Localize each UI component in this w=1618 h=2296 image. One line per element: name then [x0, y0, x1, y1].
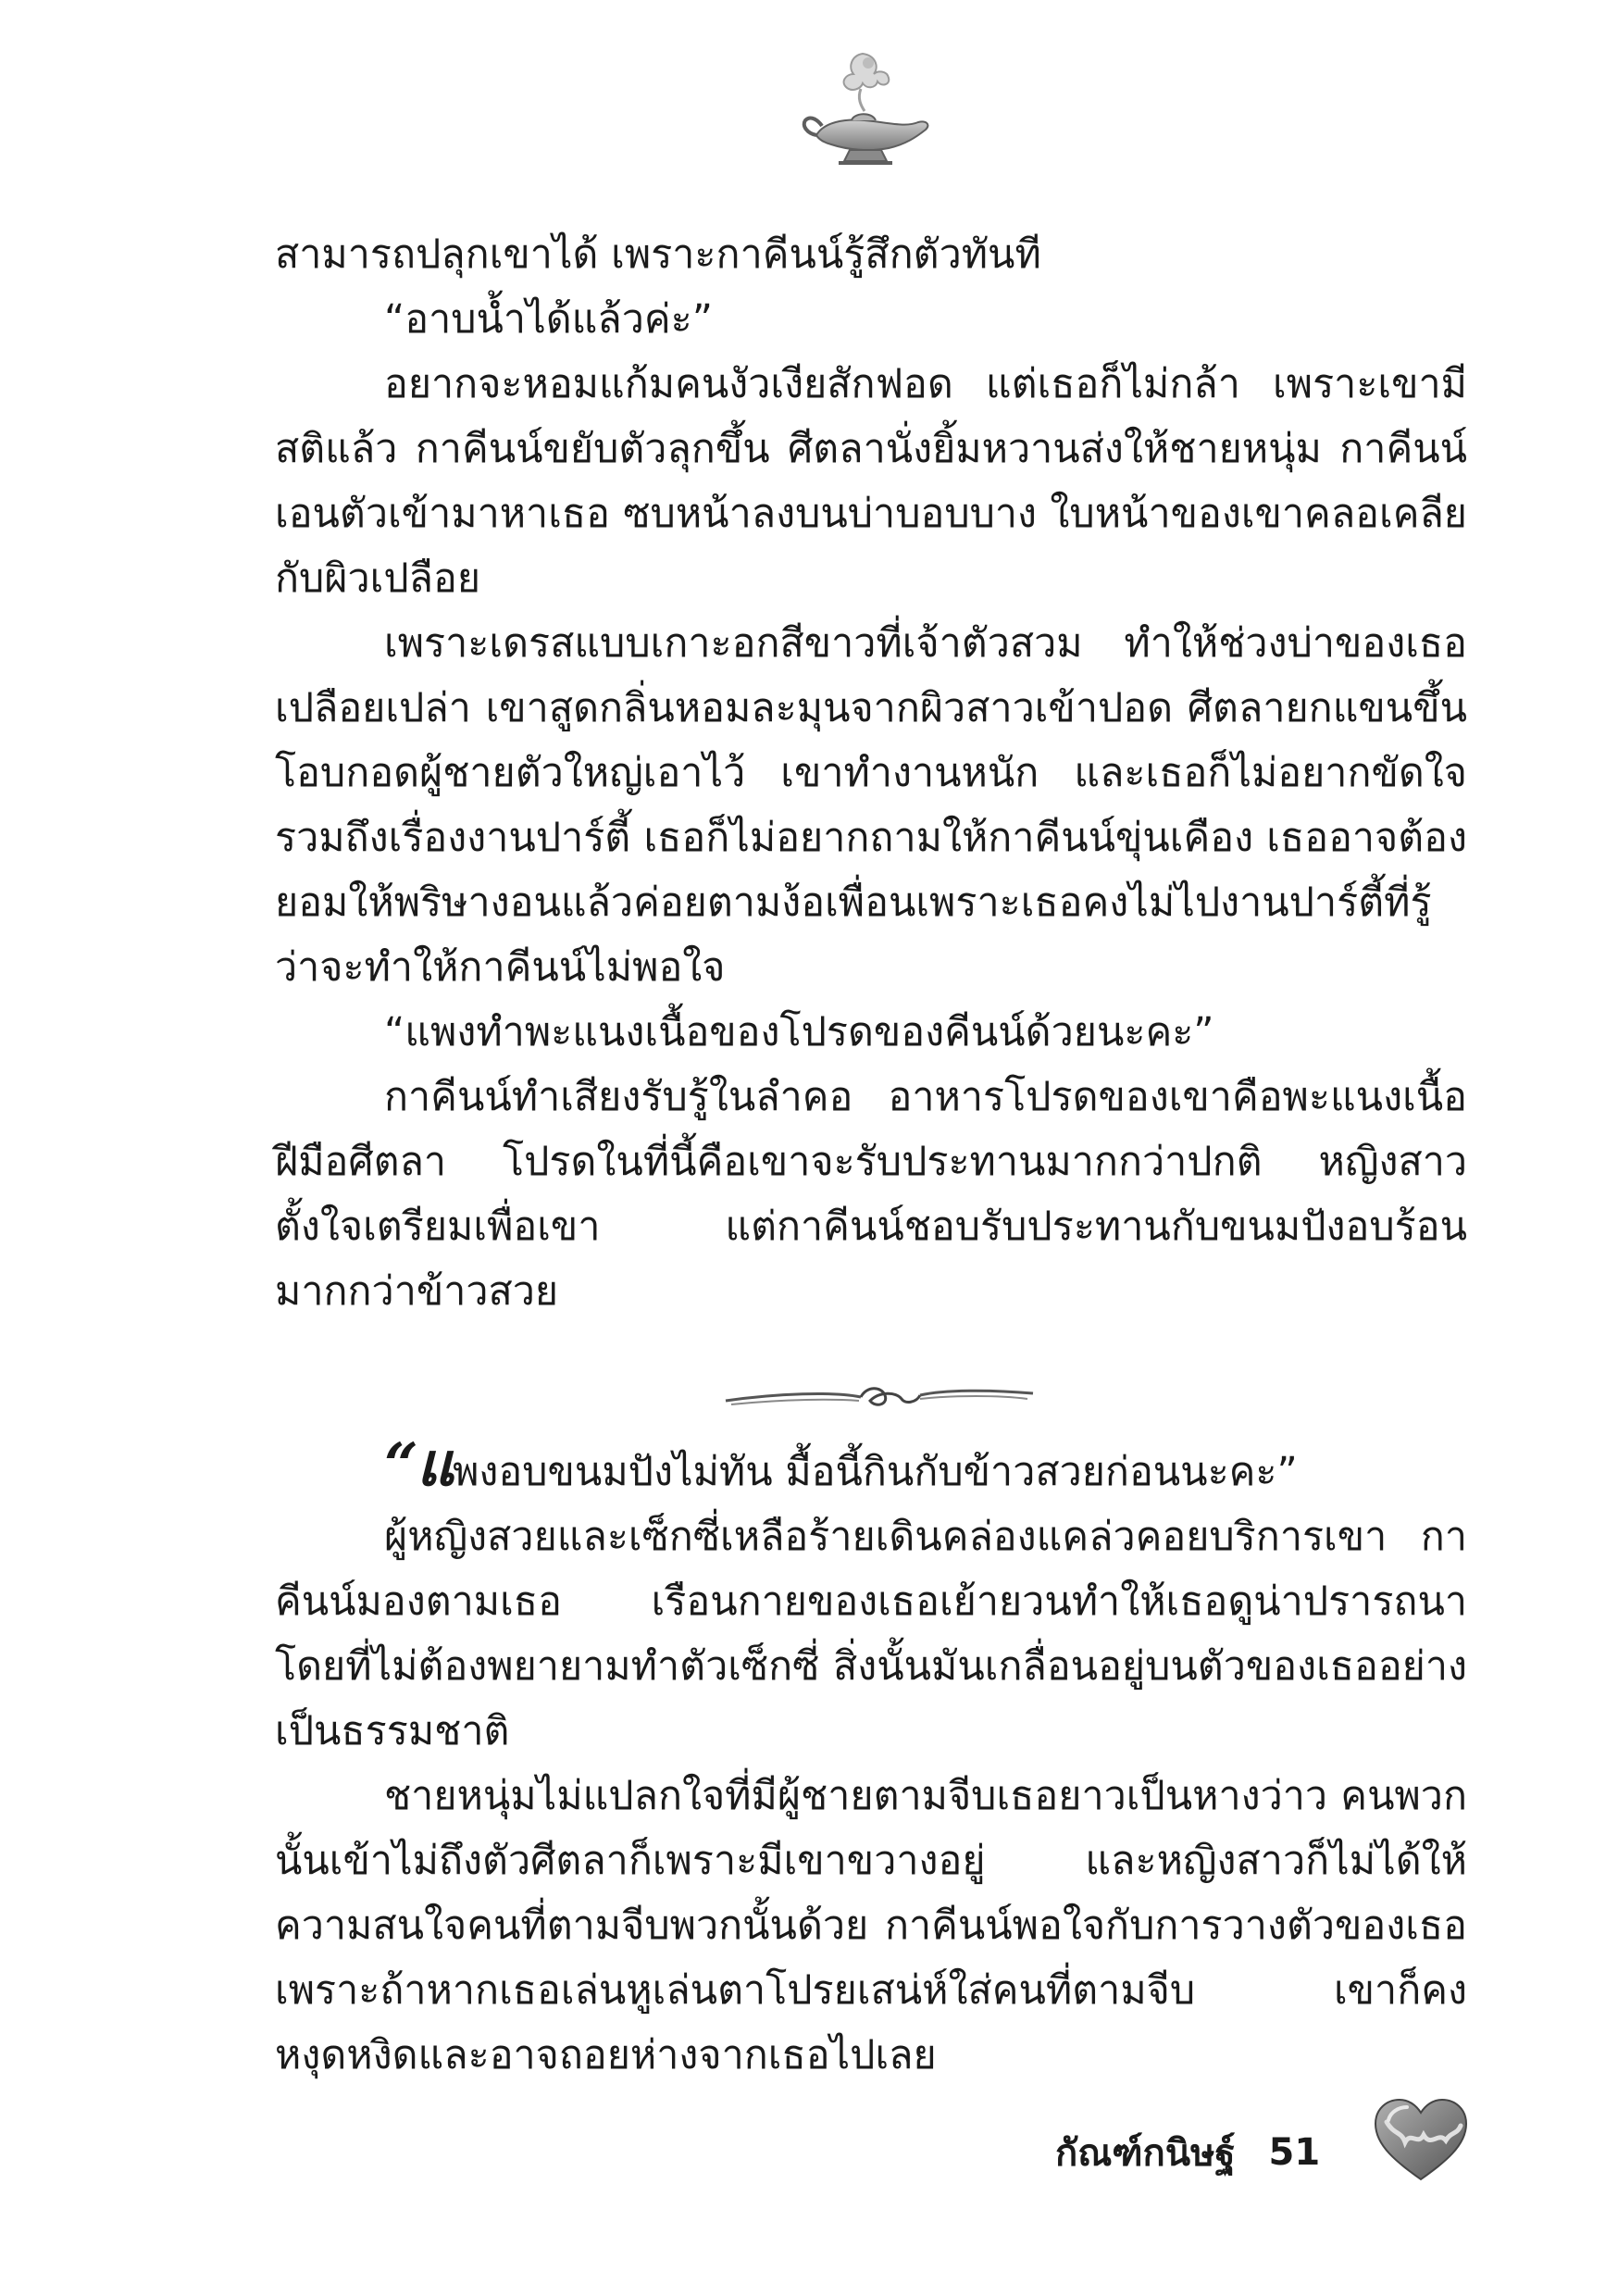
- dialogue-text: พงอบขนมปังไม่ทัน มื้อนี้กินกับข้าวสวยก่อนนะคะ”: [453, 1449, 1298, 1495]
- dialogue-line-opening: [275, 1430, 1467, 1504]
- heart-icon: [1370, 2094, 1472, 2187]
- dialogue-line: “แพงทำพะแนงเนื้อของโปรดของคีนน์ด้วยนะคะ”: [384, 1009, 1214, 1055]
- author-name: กัณฑ์กนิษฐ์: [1055, 2132, 1236, 2175]
- page-number: 51: [1268, 2131, 1321, 2174]
- paragraph: ผู้หญิงสวยและเซ็กซี่เหลือร้ายเดินคล่องแคล่วคอยบริการเขา กาคีนน์มองตามเธอ เรือนกายของเธอเย้ายวนทำให้เธอดูน่าปรารถนาโดยที่ไม่ต้องพยายามทำตัวเซ็กซี่ สิ่งนั้นมันเกลื่อนอยู่บนตัวของเธออย่างเป็นธรรมชาติ: [275, 1514, 1467, 1754]
- genie-lamp-icon: [796, 46, 935, 171]
- paragraph: เพราะเดรสแบบเกาะอกสีขาวที่เจ้าตัวสวม ทำให้ช่วงบ่าของเธอเปลือยเปล่า เขาสูดกลิ่นหอมละมุนจากผิวสาวเข้าปอด ศีตลายกแขนขึ้นโอบกอดผู้ชายตัวใหญ่เอาไว้ เขาทำงานหนัก และเธอก็ไม่อยากขัดใจ รวมถึงเรื่องงานปาร์ตี้ เธอก็ไม่อยากถามให้กาคีนน์ขุ่นเคือง เธออาจต้องยอมให้พริษางอนแล้วค่อยตามง้อเพื่อนเพราะเธอคงไม่ไปงานปาร์ตี้ที่รู้ว่าจะทำให้กาคีนน์ไม่พอใจ: [275, 620, 1467, 991]
- dialogue-line: “อาบน้ำได้แล้วค่ะ”: [384, 296, 713, 343]
- flourish-divider-icon: [722, 1375, 1037, 1419]
- text-block-bottom: [275, 1430, 1467, 2088]
- paragraph: กาคีนน์ทำเสียงรับรู้ในลำคอ อาหารโปรดของเขาคือพะแนงเนื้อฝีมือศีตลา โปรดในที่นี้คือเขาจะรับประทานมากกว่าปกติ หญิงสาวตั้งใจเตรียมเพื่อเขา แต่กาคีนน์ชอบรับประทานกับขนมปังอบร้อนมากกว่าข้าวสวย: [275, 1074, 1467, 1315]
- page-footer: [1055, 2115, 1320, 2190]
- paragraph: ชายหนุ่มไม่แปลกใจที่มีผู้ชายตามจีบเธอยาวเป็นหางว่าว คนพวกนั้นเข้าไม่ถึงตัวศีตลาก็เพราะมีเขาขวางอยู่ และหญิงสาวก็ไม่ได้ให้ความสนใจคนที่ตามจีบพวกนั้นด้วย กาคีนน์พอใจกับการวางตัวของเธอ เพราะถ้าหากเธอเล่นหูเล่นตาโปรยเสน่ห์ใส่คนที่ตามจีบ เขาก็คงหงุดหงิดและอาจถอยห่างจากเธอไปเลย: [275, 1773, 1467, 2078]
- paragraph: อยากจะหอมแก้มคนงัวเงียสักฟอด แต่เธอก็ไม่กล้า เพราะเขามีสติแล้ว กาคีนน์ขยับตัวลุกขึ้น ศีตลานั่งยิ้มหวานส่งให้ชายหนุ่ม กาคีนน์เอนตัวเข้ามาหาเธอ ซบหน้าลงบนบ่าบอบบาง ใบหน้าของเขาคลอเคลียกับผิวเปลือย: [275, 361, 1467, 602]
- paragraph: สามารถปลุกเขาได้ เพราะกาคีนน์รู้สึกตัวทันที: [275, 231, 1041, 278]
- text-block-top: [275, 222, 1467, 1324]
- drop-quote: “แ: [384, 1430, 454, 1500]
